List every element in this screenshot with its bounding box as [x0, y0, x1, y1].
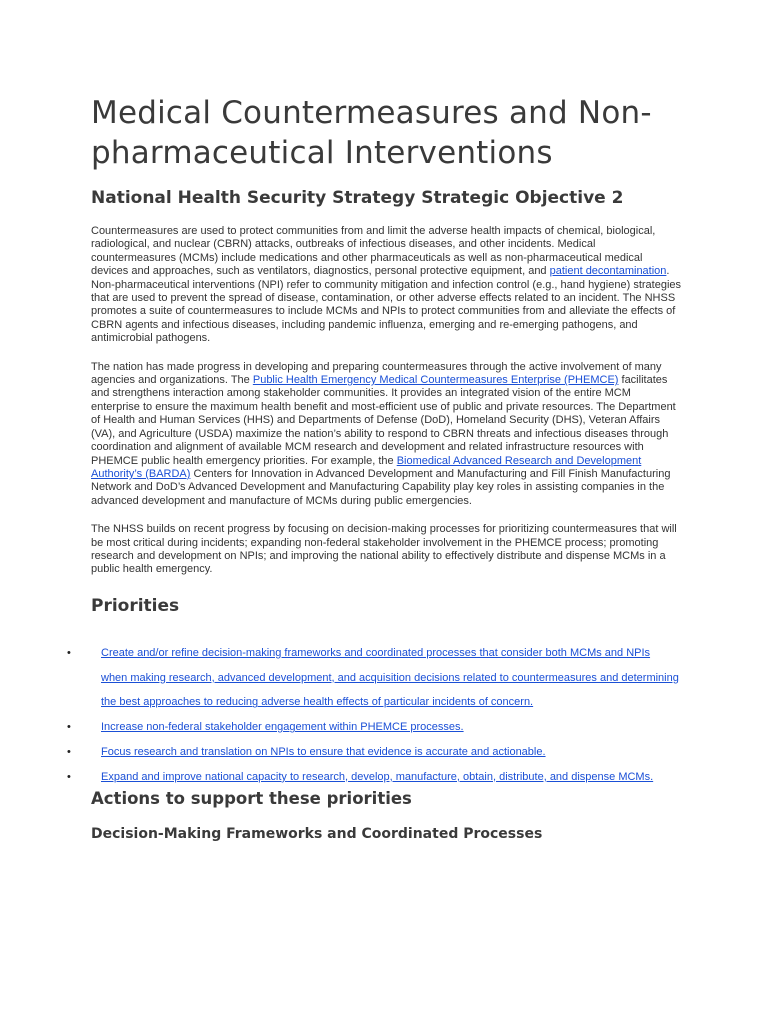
progress-text-3: Centers for Innovation in Advanced Development and Manufacturing and Fill Finish Manufacturing Network and DoD’s Advanced Development and Manufacturing Capability play key roles in assisting companies in the advanced development and manufacture of MCMs during public emergencies. [91, 467, 671, 507]
phemce-link[interactable]: Public Health Emergency Medical Countermeasures Enterprise (PHEMCE) [252, 374, 619, 387]
priority-link-1[interactable]: Create and/or refine decision-making frameworks and coordinated processes that consider both MCMs and NPIs when making research, advanced development, and acquisition decisions related to countermeasures and determining the best approaches to reducing adverse health effects of particular incidents of concern. [101, 646, 679, 709]
bullet-icon: • [67, 745, 71, 758]
list-item [67, 715, 679, 740]
bullet-icon: • [67, 646, 71, 659]
bullet-icon: • [67, 770, 71, 783]
priorities-heading: Priorities [91, 595, 180, 616]
barda-link[interactable]: Biomedical Advanced Research and Development Authority’s (BARDA) [91, 454, 642, 480]
patient-decontamination-link[interactable]: patient decontamination [549, 265, 667, 278]
document-content [67, 93, 682, 843]
actions-heading: Actions to support these priorities [91, 788, 412, 808]
progress-paragraph [91, 361, 681, 508]
priority-link-3[interactable]: Focus research and translation on NPIs to ensure that evidence is accurate and actionable. [101, 745, 546, 758]
list-item [67, 765, 679, 790]
bullet-icon: • [67, 721, 71, 734]
list-item [67, 740, 679, 765]
subsection-heading: Decision-Making Frameworks and Coordinated Processes [91, 825, 543, 842]
nhss-paragraph: The NHSS builds on recent progress by focusing on decision-making processes for prioritizing countermeasures that will be most critical during incidents; expanding non-federal stakeholder involvement in the PHEMCE process; promoting research and development on NPIs; and improving the national ability to effectively distribute and dispense MCMs in a public health emergency. [91, 523, 677, 576]
progress-text-2: facilitates and strengthens interaction among stakeholder communities. It provides an integrated vision of the entire MCM enterprise to ensure the maximum health benefit and most-efficient use of public and private resources. The Department of Health and Human Services (HHS) and Departments of Defense (DoD), Homeland Security (DHS), Veteran Affairs (VA), and Agriculture (USDA) maximize the nation’s ability to respond to CBRN threats and infectious diseases through coordination and alignment of available MCM research and development and related infrastructure resources with PHEMCE public health emergency priorities. For example, the [91, 374, 676, 467]
page-title: Medical Countermeasures and Non-pharmaceutical Interventions [91, 95, 652, 171]
intro-text-1: Countermeasures are used to protect communities from and limit the adverse health impacts of chemical, biological, radiological, and nuclear (CBRN) attacks, outbreaks of infectious diseases, and other incidents. Medical countermeasures (MCMs) include medications and other pharmaceuticals as well as non-pharmaceutical medical devices and approaches, such as ventilators, diagnostics, personal protective equipment, and [91, 225, 656, 278]
intro-text-2: . Non-pharmaceutical interventions (NPI) refer to community mitigation and infection control (e.g., hand hygiene) strategies that are used to prevent the spread of disease, contamination, or other adverse effects related to an incident. The NHSS promotes a suite of countermeasures to include MCMs and NPIs to protect communities from and alleviate the effects of CBRN agents and infectious diseases, including pandemic influenza, emerging and re-emerging pathogens, and antimicrobial pathogens. [91, 265, 682, 345]
priority-link-2[interactable]: Increase non-federal stakeholder engagement within PHEMCE processes. [101, 721, 464, 734]
priority-link-4[interactable]: Expand and improve national capacity to research, develop, manufacture, obtain, distribute, and dispense MCMs. [101, 770, 654, 783]
intro-paragraph [91, 225, 681, 346]
progress-text-1: The nation has made progress in developing and preparing countermeasures through the active involvement of many agencies and organizations. The [91, 360, 662, 387]
priorities-list [67, 641, 679, 790]
page-subtitle: National Health Security Strategy Strategic Objective 2 [91, 188, 624, 208]
list-item [67, 641, 679, 715]
